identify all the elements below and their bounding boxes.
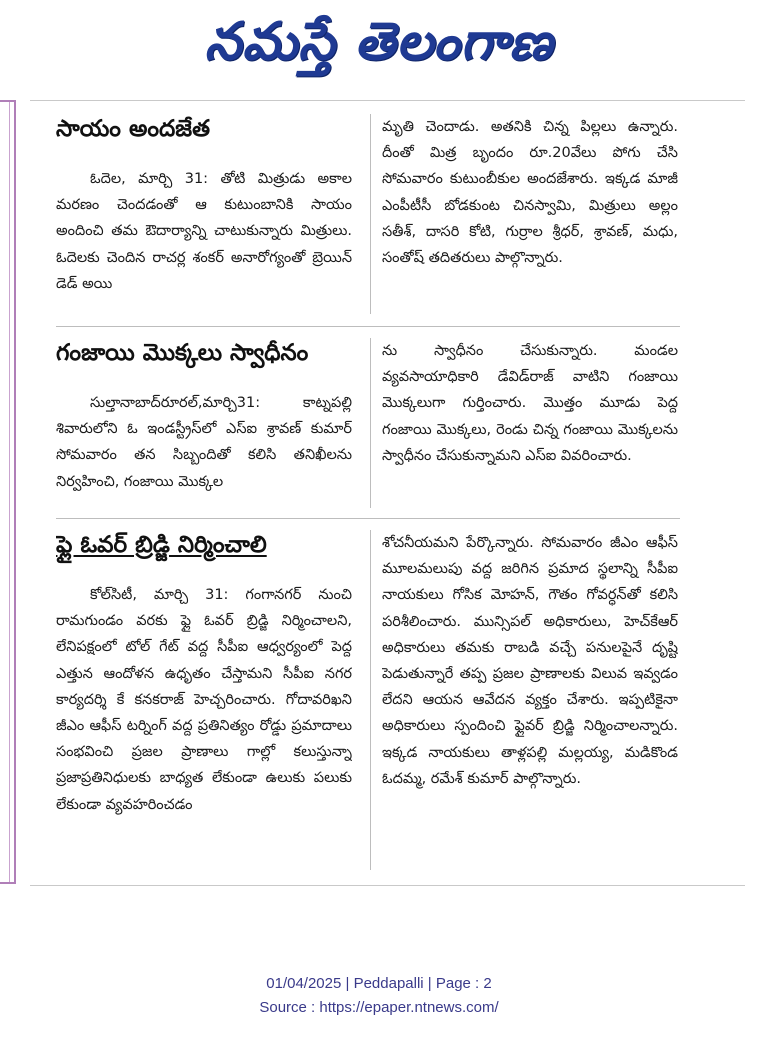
page-edge-rule [0, 100, 16, 884]
article-3-headline: ఫ్లై ఓవర్ బ్రిడ్జి నిర్మించాలి [56, 532, 267, 558]
footer-source-line: Source : https://epaper.ntnews.com/ [259, 999, 499, 1016]
article-1-column-1 [56, 114, 352, 314]
masthead [0, 8, 758, 76]
article-2-body-part-1: సుల్తానాబాద్‌రూరల్,మార్చి31: కాట్నపల్లి శివారులోని ఓ ఇండస్ట్రీస్‌లో ఎస్‌ఐ శ్రావణ్ కుమార్ సోమవారం తన సిబ్బందితో కలిసి తనిఖీలను నిర్వహించి, గంజాయి మొక్కల [56, 395, 352, 490]
footer-edition-line: 01/04/2025 | Peddapalli | Page : 2 [266, 975, 492, 992]
article-2-headline: గంజాయి మొక్కలు స్వాధీనం [56, 340, 309, 366]
newspaper-logo: నమస్తే తెలంగాణ [204, 12, 554, 72]
column-separator [370, 338, 371, 508]
article-2-column-1 [56, 338, 352, 508]
article-1-body-part-2: మృతి చెందాడు. అతనికి చిన్న పిల్లలు ఉన్నారు. దీంతో మిత్ర బృందం రూ.20వేలు పోగు చేసి సోమవారం కుటుంబీకుల అందజేశారు. ఇక్కడ మాజీ ఎంపీటీసీ బోడకుంట చినస్వామి, మిత్రులు అల్లం సతీశ్, దాసరి కోటి, గుర్రాల శ్రీధర్, శ్రావణ్, మధు, సంతోష్ తదితరులు పాల్గొన్నారు. [382, 119, 678, 267]
article-3-column-2 [382, 530, 678, 870]
article-1-column-2 [382, 114, 678, 314]
article-3-body-part-2: శోచనీయమని పేర్కొన్నారు. సోమవారం జీఎం ఆఫీస్ మూలమలుపు వద్ద జరిగిన ప్రమాద స్థలాన్ని సీపీఐ నాయకులు గోసిక మోహన్, గౌతం గోవర్ధన్‌తో కలిసి పరిశీలించారు. మున్సిపల్ అధికారులు, హెచ్‌కేఆర్ అధికారులు తమకు రాబడి వచ్చే పనులపైనే దృష్టి పెడుతున్నారే తప్ప ప్రజల ప్రాణాలకు విలువ ఇవ్వడం లేదని ఆయన ఆవేదన వ్యక్తం చేశారు. ఇప్పటికైనా అధికారులు స్పందించి ఫ్లైవర్ బ్రిడ్జి నిర్మించాలన్నారు. ఇక్కడ నాయకులు తాళ్లపల్లి మల్లయ్య, మడికొండ ఓదమ్మ, రమేశ్ కుమార్ పాల్గొన్నారు. [382, 535, 678, 787]
article-2 [56, 338, 680, 508]
article-3 [56, 530, 680, 870]
article-1-headline: సాయం అందజేత [56, 116, 210, 142]
article-1 [56, 114, 680, 314]
column-separator [370, 114, 371, 314]
article-3-column-1 [56, 530, 352, 870]
article-1-body-part-1: ఓదెల, మార్చి 31: తోటి మిత్రుడు అకాల మరణం చెందడంతో ఆ కుటుంబానికి సాయం అందించి తమ ఔదార్యాన్ని చాటుకున్నారు మిత్రులు. ఓదెలకు చెందిన రాచర్ల శంకర్ అనారోగ్యంతో బ్రెయిన్ డెడ్ అయి [56, 171, 352, 292]
article-divider [56, 326, 680, 327]
column-separator [370, 530, 371, 870]
article-2-body-part-2: ను స్వాధీనం చేసుకున్నారు. మండల వ్యవసాయాధికారి డేవిడ్‌రాజ్ వాటిని గంజాయి మొక్కలుగా గుర్తించారు. మొత్తం మూడు పెద్ద గంజాయి మొక్కలు, రెండు చిన్న గంజాయి మొక్కలను స్వాధీనం చేసుకున్నామని ఎస్‌ఐ వివరించారు. [382, 343, 678, 464]
article-3-body-part-1: కోల్‌సిటీ, మార్చి 31: గంగానగర్ నుంచి రామగుండం వరకు ఫ్లై ఓవర్ బ్రిడ్జి నిర్మించాలని, లేనిపక్షంలో టోల్ గేట్ వద్ద సీపీఐ ఆధ్వర్యంలో పెద్ద ఎత్తున ఆందోళన ఉధృతం చేస్తామని సీపీఐ నగర కార్యదర్శి కే కనకరాజ్ హెచ్చరించారు. గోదావరిఖని జీఎం ఆఫీస్ టర్నింగ్ వద్ద ప్రతినిత్యం రోడ్డు ప్రమాదాలు సంభవించి ప్రజల ప్రాణాలు గాల్లో కలుస్తున్నా ప్రజాప్రతినిధులకు బాధ్యత లేకుండా ఉలుకు పలుకు లేకుండా వ్యవహరించడం [56, 587, 352, 813]
article-2-column-2 [382, 338, 678, 508]
article-divider [56, 518, 680, 519]
